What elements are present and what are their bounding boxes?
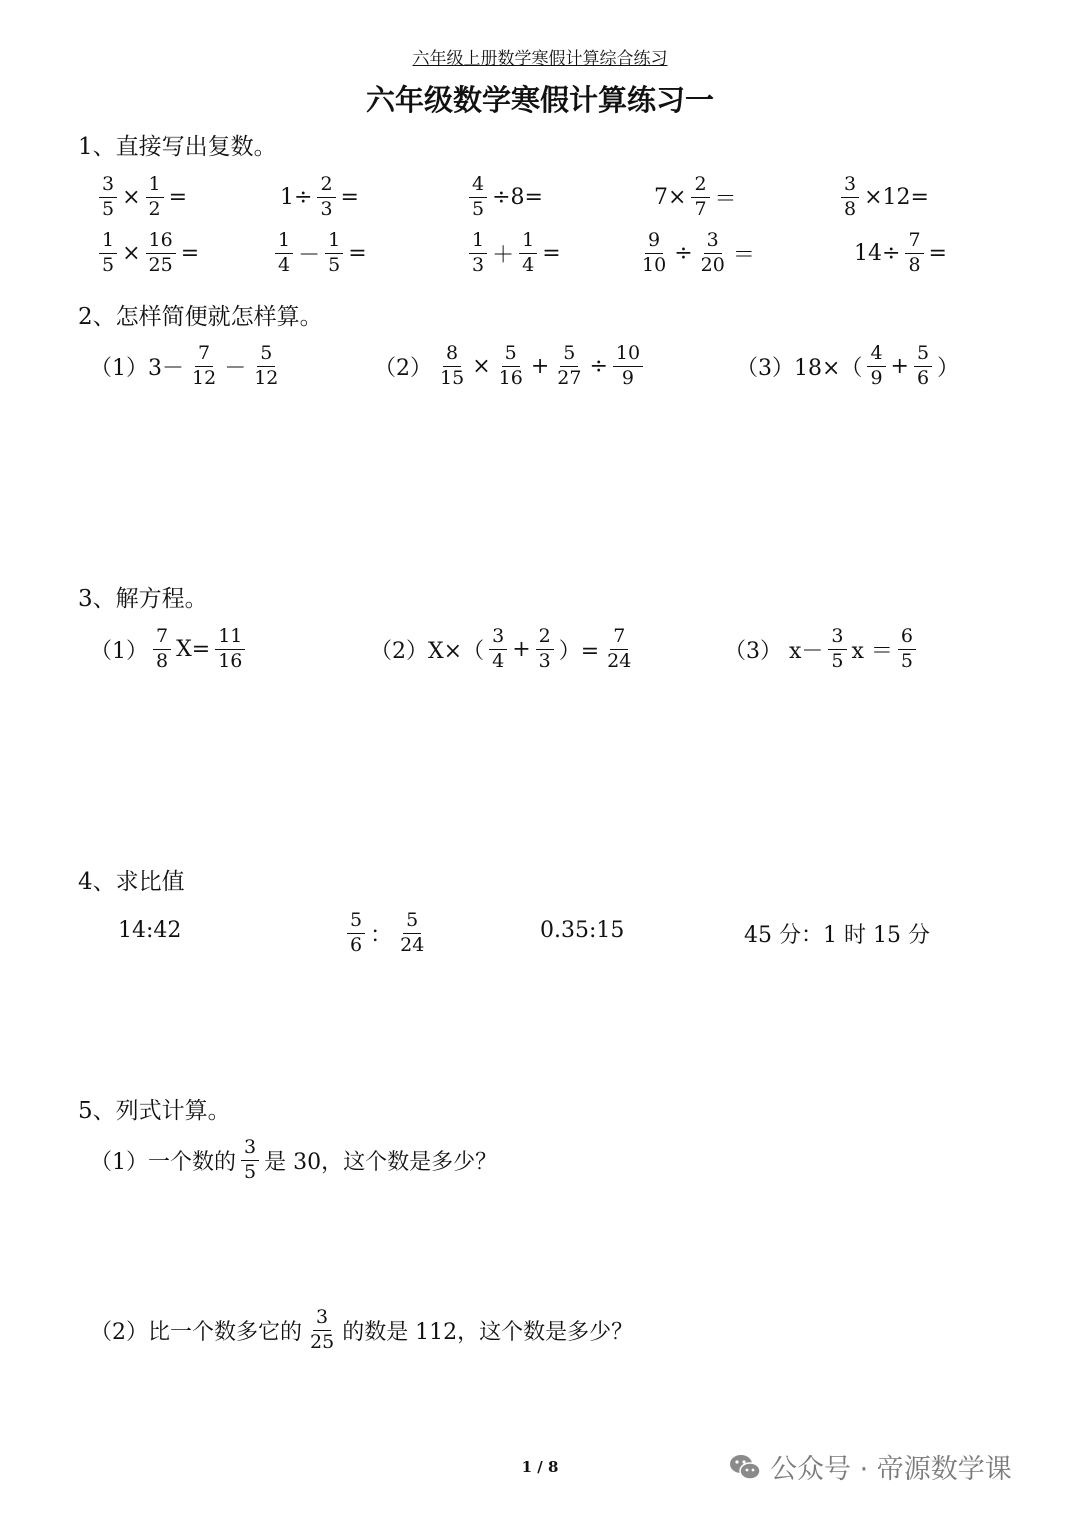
expression-text: ： xyxy=(370,922,393,948)
denominator: 5 xyxy=(102,197,115,220)
numerator: 7 xyxy=(905,230,923,254)
denominator: 5 xyxy=(328,253,341,276)
expression-text: ＝ xyxy=(714,186,737,212)
numerator: 9 xyxy=(645,230,663,254)
fraction xyxy=(554,343,584,390)
s2-item-1 xyxy=(88,343,284,390)
expression-text: 是 30，这个数是多少？ xyxy=(264,1149,498,1175)
denominator: 4 xyxy=(522,253,535,276)
fraction xyxy=(215,626,245,673)
s1-item-9 xyxy=(636,230,757,277)
numerator: 1 xyxy=(519,230,537,254)
denominator: 2 xyxy=(148,197,161,220)
fraction xyxy=(639,230,669,277)
fraction xyxy=(914,343,932,390)
fraction xyxy=(307,1307,337,1354)
expression-text: + xyxy=(530,353,550,379)
expression-text: + xyxy=(512,636,531,662)
s1-item-2 xyxy=(278,174,361,221)
expression-text: 7× xyxy=(654,184,687,210)
expression-text: × xyxy=(122,184,141,210)
numerator: 2 xyxy=(536,626,554,650)
fraction xyxy=(828,626,846,673)
s4-item-3 xyxy=(538,918,626,943)
numerator: 6 xyxy=(898,626,916,650)
denominator: 5 xyxy=(244,1160,257,1183)
fraction xyxy=(317,174,335,221)
numerator: 1 xyxy=(325,230,343,254)
numerator: 1 xyxy=(275,230,293,254)
expression-text: = xyxy=(348,240,367,266)
numerator: 2 xyxy=(317,174,335,198)
expression-text: （1）3－ xyxy=(90,355,184,381)
fraction xyxy=(189,343,219,390)
fraction xyxy=(691,174,709,221)
section-3-heading: 3、解方程。 xyxy=(78,586,208,612)
denominator: 3 xyxy=(472,253,485,276)
fraction xyxy=(496,343,526,390)
numerator: 11 xyxy=(215,626,245,650)
s4-item-1 xyxy=(116,918,183,943)
page-title: 六年级数学寒假计算练习一 xyxy=(365,83,714,117)
fraction xyxy=(153,626,171,673)
numerator: 3 xyxy=(841,174,859,198)
section-5-heading: 5、列式计算。 xyxy=(78,1098,231,1124)
numerator: 8 xyxy=(443,343,461,367)
expression-text: = xyxy=(168,184,188,210)
s1-item-3 xyxy=(466,174,545,221)
fraction xyxy=(325,230,343,277)
expression-text: 1÷ xyxy=(280,184,313,210)
expression-text: ÷ xyxy=(674,240,693,266)
numerator: 5 xyxy=(502,343,520,367)
denominator: 10 xyxy=(642,253,667,276)
expression-text: （2）X×（ xyxy=(370,638,485,664)
expression-text: 0.35:15 xyxy=(540,918,625,943)
page-number: 1 / 8 xyxy=(521,1458,559,1476)
denominator: 5 xyxy=(102,253,115,276)
s2-item-3 xyxy=(734,343,961,390)
fraction xyxy=(536,626,554,673)
section-1-heading: 1、直接写出复数。 xyxy=(78,134,277,160)
expression-text: × xyxy=(122,240,141,266)
s3-item-2 xyxy=(368,626,637,673)
fraction xyxy=(469,174,487,221)
s4-item-2 xyxy=(344,910,430,957)
denominator: 12 xyxy=(254,366,279,389)
fraction xyxy=(841,174,859,221)
fraction xyxy=(898,626,916,673)
expression-text: （3）18×（ xyxy=(736,355,863,381)
expression-text: － xyxy=(298,242,321,268)
expression-text: （3） x－ xyxy=(724,638,824,664)
denominator: 7 xyxy=(694,197,707,220)
numerator: 3 xyxy=(241,1137,259,1161)
numerator: 1 xyxy=(469,230,487,254)
numerator: 7 xyxy=(195,343,213,367)
numerator: 5 xyxy=(560,343,578,367)
fraction xyxy=(347,910,365,957)
fraction xyxy=(469,230,487,277)
denominator: 6 xyxy=(916,366,930,389)
denominator: 8 xyxy=(844,197,857,220)
s1-item-4 xyxy=(652,174,739,221)
numerator: 3 xyxy=(313,1307,331,1331)
expression-text: ÷ xyxy=(589,353,608,379)
s1-item-7 xyxy=(272,230,369,277)
fraction xyxy=(489,626,507,673)
denominator: 5 xyxy=(900,649,913,672)
expression-text: ）= xyxy=(558,638,600,664)
expression-text: × xyxy=(472,353,491,379)
denominator: 24 xyxy=(400,933,425,956)
fraction xyxy=(604,626,634,673)
watermark xyxy=(728,1447,1012,1486)
fraction xyxy=(437,343,467,390)
numerator: 7 xyxy=(610,626,628,650)
s2-item-2 xyxy=(372,343,646,390)
denominator: 16 xyxy=(498,366,523,389)
numerator: 2 xyxy=(691,174,709,198)
section-4-heading: 4、求比值 xyxy=(78,869,185,895)
section-2-heading: 2、怎样简便就怎样算。 xyxy=(78,304,323,330)
denominator: 20 xyxy=(700,253,725,276)
s1-item-10 xyxy=(852,230,949,277)
fraction xyxy=(99,230,117,277)
expression-text: （2） xyxy=(374,355,432,381)
expression-text: 14:42 xyxy=(118,918,182,943)
expression-text: 45 分：1 时 15 分 xyxy=(744,923,930,948)
denominator: 5 xyxy=(831,649,844,672)
denominator: 8 xyxy=(156,649,169,672)
s1-item-1 xyxy=(96,174,189,221)
expression-text: ÷8= xyxy=(492,184,543,210)
numerator: 3 xyxy=(704,230,722,254)
expression-text: ＋ xyxy=(492,242,515,268)
expression-text: = xyxy=(542,240,561,266)
expression-text: ×12= xyxy=(864,184,929,210)
s1-item-6 xyxy=(96,230,201,277)
expression-text: = xyxy=(180,240,200,266)
numerator: 3 xyxy=(99,174,117,198)
s5-item-1 xyxy=(88,1137,499,1184)
numerator: 1 xyxy=(146,174,164,198)
numerator: 3 xyxy=(828,626,846,650)
numerator: 3 xyxy=(489,626,507,650)
numerator: 5 xyxy=(914,343,932,367)
denominator: 16 xyxy=(218,649,243,672)
expression-text: = xyxy=(340,184,359,210)
s4-item-4 xyxy=(742,918,932,949)
fraction xyxy=(241,1137,259,1184)
denominator: 6 xyxy=(350,933,363,956)
numerator: 4 xyxy=(469,174,487,198)
watermark-text: 公众号 · 帝源数学课 xyxy=(770,1454,1012,1485)
numerator: 5 xyxy=(257,343,275,367)
expression-text: ） xyxy=(937,355,960,381)
denominator: 8 xyxy=(908,253,921,276)
denominator: 3 xyxy=(320,197,333,220)
expression-text: （2）比一个数多它的 xyxy=(90,1319,302,1345)
denominator: 25 xyxy=(310,1330,335,1353)
numerator: 1 xyxy=(99,230,117,254)
s5-item-2 xyxy=(88,1307,635,1354)
expression-text: 14÷ xyxy=(854,240,901,266)
denominator: 15 xyxy=(440,366,465,389)
fraction xyxy=(867,343,885,390)
fraction xyxy=(146,230,176,277)
s1-item-8 xyxy=(466,230,563,277)
expression-text: （1）一个数的 xyxy=(90,1149,236,1175)
expression-text: ＝ xyxy=(732,242,755,268)
denominator: 3 xyxy=(538,649,551,672)
fraction xyxy=(275,230,293,277)
denominator: 4 xyxy=(492,649,505,672)
expression-text: = xyxy=(928,240,947,266)
s3-item-3 xyxy=(722,626,919,673)
expression-text: X= xyxy=(176,636,211,662)
numerator: 16 xyxy=(146,230,176,254)
fraction xyxy=(146,174,164,221)
denominator: 27 xyxy=(557,366,582,389)
denominator: 12 xyxy=(192,366,217,389)
expression-text: + xyxy=(890,353,909,379)
numerator: 10 xyxy=(613,343,643,367)
fraction xyxy=(698,230,728,277)
numerator: 5 xyxy=(347,910,365,934)
denominator: 9 xyxy=(870,366,883,389)
denominator: 25 xyxy=(148,253,173,276)
fraction xyxy=(905,230,923,277)
expression-text: x ＝ xyxy=(851,638,893,664)
fraction xyxy=(519,230,537,277)
numerator: 7 xyxy=(153,626,171,650)
numerator: 5 xyxy=(403,910,421,934)
fraction xyxy=(251,343,281,390)
s3-item-1 xyxy=(88,626,248,673)
denominator: 4 xyxy=(278,253,291,276)
fraction xyxy=(397,910,427,957)
denominator: 5 xyxy=(472,197,485,220)
fraction xyxy=(99,174,117,221)
denominator: 9 xyxy=(621,366,635,389)
denominator: 24 xyxy=(607,649,632,672)
expression-text: － xyxy=(224,355,247,381)
expression-text: （1） xyxy=(90,638,148,664)
numerator: 4 xyxy=(867,343,885,367)
s1-item-5 xyxy=(838,174,931,221)
page-header: 六年级上册数学寒假计算综合练习 xyxy=(412,49,668,69)
expression-text: 的数是 112，这个数是多少？ xyxy=(342,1319,634,1345)
fraction xyxy=(613,343,643,390)
wechat-icon xyxy=(728,1450,762,1484)
